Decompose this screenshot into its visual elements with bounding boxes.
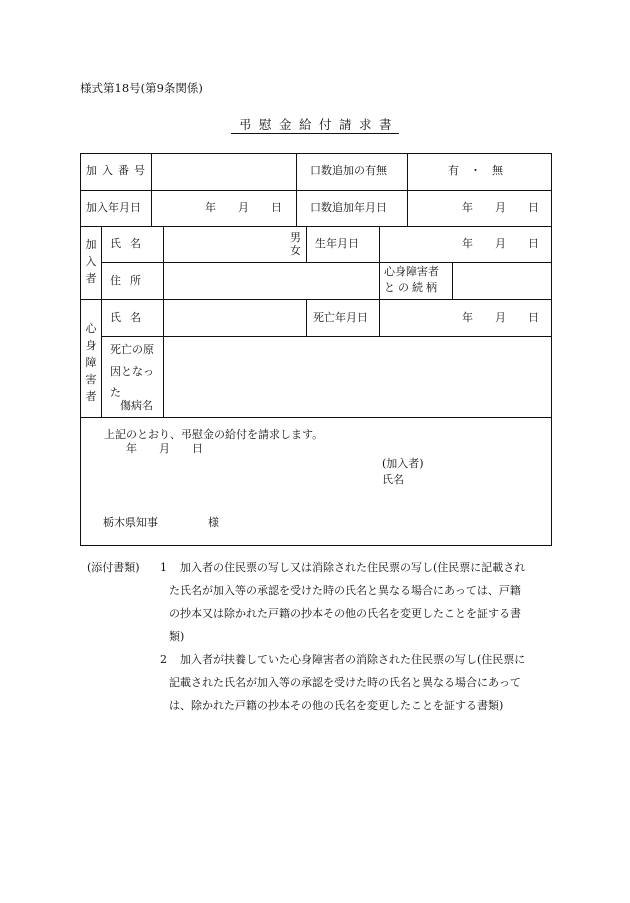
form-number: 様式第18号(第9条関係) [80, 81, 203, 95]
attachment-1-line: 類) [169, 630, 185, 643]
declaration-statement: 上記のとおり、弔慰金の給付を請求します。 [104, 428, 324, 441]
relationship-label-line2: との続柄 [384, 281, 440, 294]
table-border-bottom [80, 545, 552, 546]
member-address-label: 住所 [110, 274, 150, 287]
applicant-name-label: 氏名 [382, 473, 404, 486]
dob-label: 生年月日 [315, 237, 359, 250]
attachment-2-line: は、除かれた戸籍の抄本その他の氏名を変更したことを証する書類) [169, 699, 504, 712]
addressee-honorific: 様 [208, 516, 219, 529]
table-rule [101, 262, 552, 263]
declaration-date[interactable]: 年 月 日 [126, 442, 203, 455]
cause-label-line2: 因となっ [110, 365, 154, 378]
attachment-1-number: 1 [160, 561, 167, 574]
enrollment-date-label: 加入年月日 [86, 201, 141, 214]
death-date-value[interactable]: 年 月 日 [462, 311, 539, 324]
units-added-date-value[interactable]: 年 月 日 [462, 201, 539, 214]
table-border-left [80, 153, 81, 546]
disabled-group-label: 心身障害者 [85, 322, 97, 403]
member-name-label: 氏名 [110, 237, 150, 250]
attachment-2-number: 2 [160, 653, 167, 666]
applicant-label: (加入者) [382, 457, 424, 470]
attachment-2-line: 加入者が扶養していた心身障害者の消除された住民票の写し(住民票に [180, 653, 526, 666]
disabled-name-label: 氏名 [110, 311, 150, 324]
addressee: 栃木県知事 [103, 516, 158, 529]
cause-label-line3: た [110, 386, 121, 399]
cause-label-line1: 死亡の原 [110, 343, 154, 356]
table-rule [101, 336, 552, 337]
table-rule [101, 226, 102, 417]
units-added-value[interactable]: 有 ・ 無 [448, 164, 503, 177]
attachment-1-line: た氏名が加入等の承認を受けた時の氏名と異なる場合にあっては、戸籍 [169, 584, 521, 597]
table-rule [306, 299, 307, 336]
enrollment-date-value[interactable]: 年 月 日 [205, 201, 282, 214]
table-rule [407, 153, 408, 226]
table-border-right [551, 153, 552, 546]
table-rule [80, 299, 552, 300]
dob-value[interactable]: 年 月 日 [462, 237, 539, 250]
cause-label-line4: 傷病名 [120, 399, 153, 412]
table-rule [151, 153, 152, 226]
document-title-text: 弔慰金給付請求書 [231, 117, 399, 134]
attachment-2-line: 記載された氏名が加入等の承認を受けた時の氏名と異なる場合にあって [169, 676, 521, 689]
table-rule [296, 153, 297, 226]
sex-female[interactable]: 女 [290, 244, 301, 257]
attachment-1-line: 加入者の住民票の写し又は消除された住民票の写し(住民票に記載され [180, 561, 526, 574]
units-added-label: 口数追加の有無 [310, 164, 387, 177]
table-rule [306, 226, 307, 262]
document-title [0, 117, 630, 134]
death-date-label: 死亡年月日 [313, 311, 368, 324]
sex-male[interactable]: 男 [290, 231, 301, 244]
member-number-label: 加入番号 [86, 164, 150, 177]
member-group-label: 加入者 [85, 238, 97, 285]
attachments-label: (添付書類) [87, 561, 140, 574]
table-rule [80, 226, 552, 227]
attachment-1-line: の抄本又は除かれた戸籍の抄本その他の氏名を変更したことを証する書 [169, 607, 521, 620]
table-rule [163, 226, 164, 417]
table-rule [452, 262, 453, 299]
table-rule [379, 226, 380, 336]
relationship-label-line1: 心身障害者 [384, 265, 439, 278]
units-added-date-label: 口数追加年月日 [310, 201, 387, 214]
table-rule [80, 417, 552, 418]
